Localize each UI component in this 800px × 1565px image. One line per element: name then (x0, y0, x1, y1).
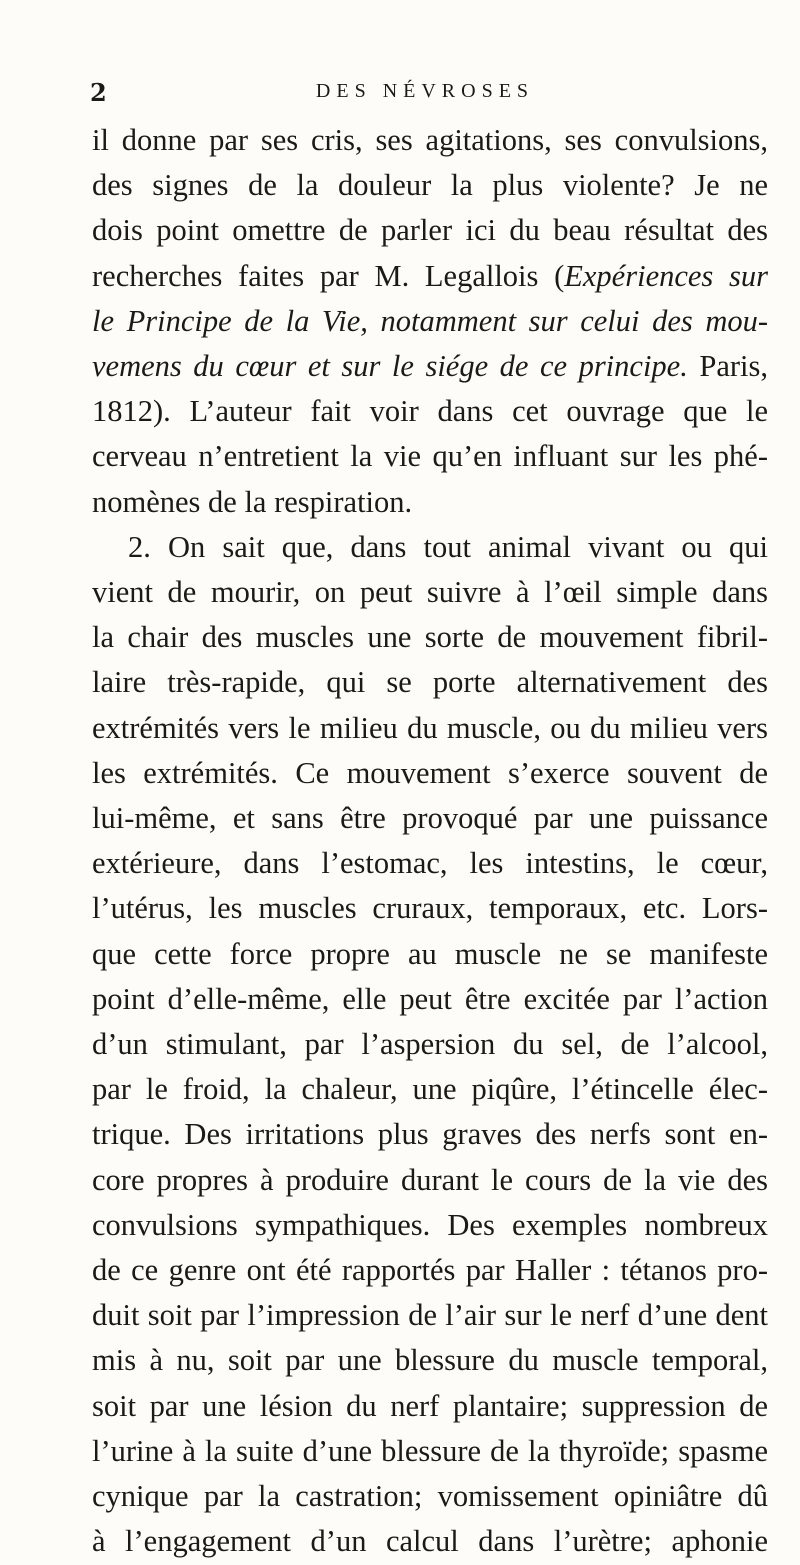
line-text: l’urine à la suite d’une blessure de la thyroïde; spasme (92, 1433, 768, 1468)
line-text: 2. On sait que, dans tout animal vivant ou qui (128, 529, 768, 564)
text-line (92, 570, 768, 615)
italic-text: vemens du cœur et sur le siége de ce principe. (92, 349, 688, 384)
text-line (92, 480, 768, 525)
text-line (92, 1022, 768, 1067)
text-line (92, 932, 768, 977)
text-line (92, 1293, 768, 1338)
body-text (92, 118, 768, 1565)
line-text: à l’engagement d’un calcul dans l’urètre; aphonie (92, 1524, 768, 1559)
text-line (92, 615, 768, 660)
line-text: que cette force propre au muscle ne se manifeste (92, 936, 768, 971)
page-header (90, 78, 760, 108)
text-line (92, 118, 768, 163)
text-line (92, 208, 768, 253)
line-text: lui-même, et sans être provoqué par une puissance (92, 801, 768, 836)
line-text: mis à nu, soit par une blessure du muscle temporal, (92, 1343, 768, 1378)
line-text: point d’elle-même, elle peut être excitée par l’action (92, 981, 768, 1016)
text-line (92, 841, 768, 886)
line-text: la chair des muscles une sorte de mouvement fibril- (92, 620, 768, 655)
text-line (92, 1384, 768, 1429)
text-line (92, 1203, 768, 1248)
line-text: il donne par ses cris, ses agitations, ses convulsions, (92, 123, 768, 157)
line-text: des signes de la douleur la plus violente? Je ne (92, 168, 768, 203)
line-text: Paris, (687, 349, 768, 384)
text-line (92, 796, 768, 841)
line-text: par le froid, la chaleur, une piqûre, l’étincelle élec- (92, 1072, 768, 1107)
line-text: laire très-rapide, qui se porte alternativement des (92, 665, 768, 700)
text-line (92, 1519, 768, 1564)
text-line (92, 344, 768, 389)
text-line (92, 1474, 768, 1519)
line-text: soit par une lésion du nerf plantaire; suppression de (92, 1388, 768, 1423)
text-line (92, 525, 768, 570)
line-text: recherches faites par M. Legallois ( (92, 258, 565, 293)
line-text: de ce genre ont été rapportés par Haller : tétanos pro- (92, 1253, 768, 1288)
text-line (92, 977, 768, 1022)
line-text: core propres à produire durant le cours de la vie des (92, 1162, 768, 1197)
text-line (92, 660, 768, 705)
line-text: convulsions sympathiques. Des exemples nombreux (92, 1207, 768, 1242)
italic-text: Expériences sur (564, 258, 768, 293)
text-line (92, 751, 768, 796)
text-line (92, 886, 768, 931)
line-text: cynique par la castration; vomissement opiniâtre dû (92, 1479, 768, 1514)
line-text: vient de mourir, on peut suivre à l’œil simple dans (92, 575, 768, 610)
text-line (92, 1067, 768, 1112)
text-line (92, 299, 768, 344)
text-line (92, 1248, 768, 1293)
line-text: extérieure, dans l’estomac, les intestins, le cœur, (92, 846, 768, 881)
line-text: extrémités vers le milieu du muscle, ou du milieu vers (92, 710, 768, 745)
text-line (92, 706, 768, 751)
line-text: trique. Des irritations plus graves des nerfs sont en- (92, 1117, 768, 1152)
text-line (92, 254, 768, 299)
line-text: dois point omettre de parler ici du beau résultat des (92, 213, 768, 248)
line-text: d’un stimulant, par l’aspersion du sel, de l’alcool, (92, 1027, 768, 1062)
text-line (92, 1112, 768, 1157)
text-line (92, 1338, 768, 1383)
text-line (92, 434, 768, 479)
line-text: cerveau n’entretient la vie qu’en influant sur les phé- (92, 439, 768, 474)
line-text: l’utérus, les muscles cruraux, temporaux, etc. Lors- (92, 891, 768, 926)
line-text: nomènes de la respiration. (92, 484, 413, 519)
text-line (92, 1429, 768, 1474)
text-line (92, 1158, 768, 1203)
text-line (92, 389, 768, 434)
running-title: DES NÉVROSES (315, 80, 535, 102)
line-text: duit soit par l’impression de l’air sur le nerf d’une dent (92, 1298, 768, 1333)
italic-text: le Principe de la Vie, notamment sur celui des mou- (92, 303, 768, 338)
page-number: 2 (90, 78, 107, 107)
line-text: les extrémités. Ce mouvement s’exerce souvent de (92, 755, 768, 790)
line-text: 1812). L’auteur fait voir dans cet ouvrage que le (92, 394, 768, 429)
text-line (92, 163, 768, 208)
